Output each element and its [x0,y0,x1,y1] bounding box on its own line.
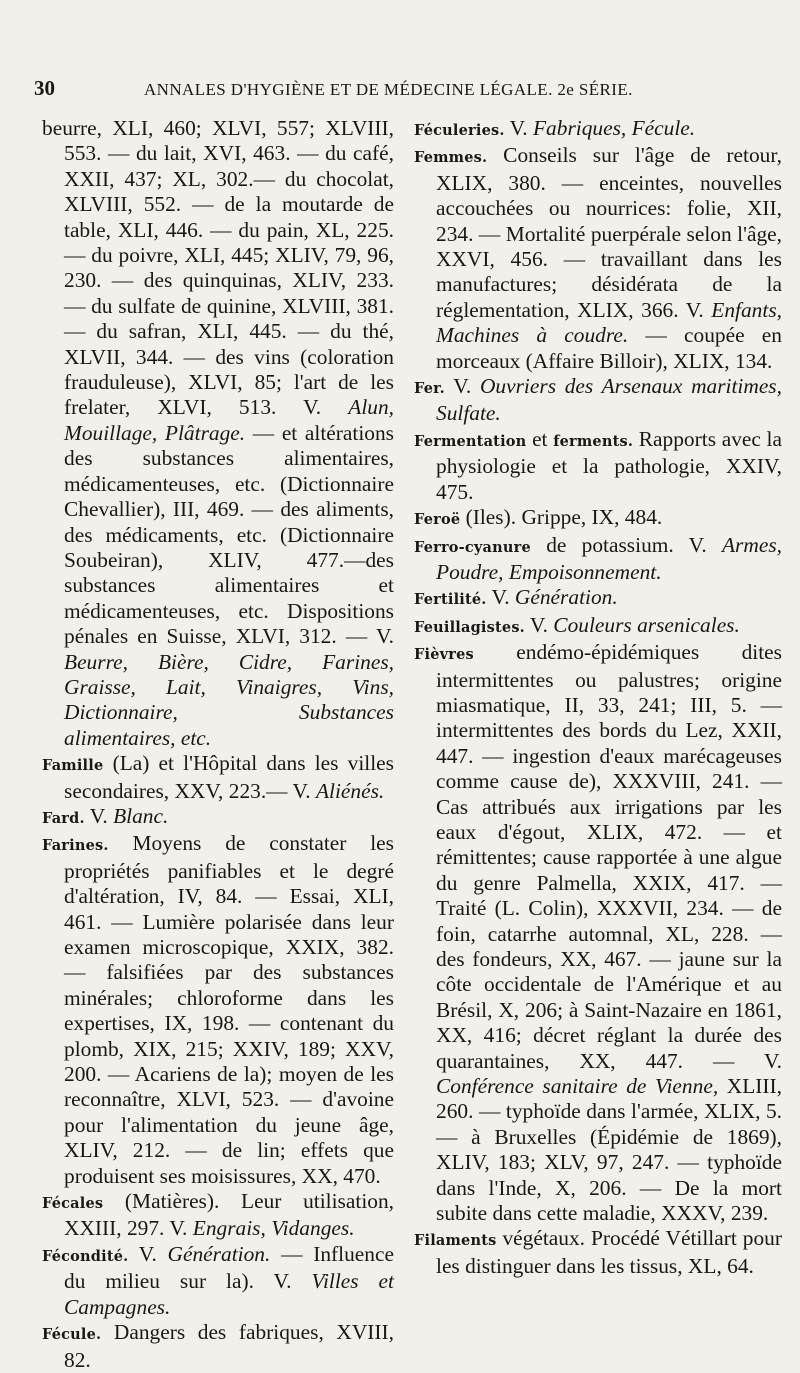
index-entry [42,751,394,804]
entry-text: végétaux. Procédé Vétillart pour les distinguer dans les tissus, XL, 64. [436,1226,782,1278]
entry-crossref: Armes, Poudre, Empoisonnement. [436,532,782,584]
entry-headword: Fermentation [414,432,527,450]
entry-text: Dangers des fabriques, XVIII, 82. [64,1320,394,1372]
index-entry [42,116,394,751]
index-entry [414,143,782,374]
entry-text: (Iles). Grippe, IX, 484. [460,505,663,530]
entry-text: V. [444,374,480,399]
entry-text: XLIII, 260. — typhoïde dans l'armée, XLIX, 5. — à Bruxelles (Épidémie de 1869), XLIV, 183; XLV, 97, 247. — typhoïde dans l'Inde, X, 206. — De la mort subite dans cette maladie, XXXV, 239. [436,1074,782,1226]
entry-headword: Farines. [42,837,109,855]
entry-headword: Filaments [414,1232,497,1250]
entry-text: V. [84,803,114,828]
entry-text: de potassium. V. [530,532,722,557]
entry-crossref: Alun, Mouillage, Plâtrage. [64,395,394,445]
entry-headword: Feuillagistes. [414,618,525,636]
entry-crossref: Fabriques, Fécule. [532,116,696,140]
page-header [34,76,720,106]
entry-crossref: Conférence sanitaire de Vienne, [436,1074,719,1099]
entry-text: V. [524,612,554,637]
entry-text: Rapports avec la physiologie et la pathologie, XXIV, 475. [436,426,782,504]
index-entry [414,374,782,427]
index-entry [42,831,394,1189]
entry-headword: Famille [42,757,104,775]
entry-headword: Fertilité. [414,591,487,609]
index-entry [414,505,782,532]
entry-text: beurre, XLI, 460; XLVI, 557; XLVIII, 553. — du lait, XVI, 463. — du café, XXII, 437; XL, 302.— du chocolat, XLVIII, 552. — de la moutarde de table, XLI, 446. — du pain, XL, 225. — du poivre, XLI, 445; XLIV, 79, 96, 230. — des quinquinas, XLIV, 233. — du sulfate de quinine, XLVIII, 381. — du safran, XLI, 445. — du thé, XLVII, 344. — des vins (coloration frauduleuse), XLVI, 85; l'art de les frelater, XLVI, 513. V. [42,116,394,420]
index-entry [42,1242,394,1320]
entry-headword: Ferro-cyanure [414,538,531,556]
entry-headword: Fard. [42,809,85,827]
entry-text: — Influence du milieu sur la). V. [64,1241,394,1294]
entry-text: Conseils sur l'âge de retour, XLIX, 380. — enceintes, nouvelles accouchées ou nourrices: folie, XII, 234. — Mortalité puerpérale selon l'âge, XXVI, 456. — travaillant dans les manufactures; désidérata de la réglementation, XLIX, 366. V. [436,143,782,322]
entry-headword: Fer. [414,380,445,398]
entry-text: (La) et l'Hôpital dans les villes secondaires, XXV, 223.— V. [64,751,394,803]
index-entry [414,613,782,640]
entry-text: V. [486,585,515,610]
entry-headword: ferments. [553,432,634,450]
running-head: ANNALES D'HYGIÈNE ET DE MÉDECINE LÉGALE. 2e SÉRIE. [144,80,633,99]
index-entry [42,1320,394,1373]
entry-text: Moyens de constater les propriétés panifiables et le degré d'altération, IV, 84. — Essai, XLI, 461. — Lumière polarisée dans leur examen microscopique, XXIX, 382. — falsifiées par des substances minérales; chloroforme dans les expertises, IX, 198. — contenant du plomb, XIX, 215; XXIV, 189; XXV, 200. — Acariens de la); moyen de les reconnaître, XLVI, 523. — d'avoine pour l'alimentation du jeune âge, XLIV, 212. — de lin; effets que produisent ses moisissures, XX, 470. [64,831,394,1188]
left-column [42,116,394,1373]
entry-headword: Fécales [42,1195,104,1213]
page-number: 30 [34,76,55,100]
index-entry [414,533,782,586]
entry-headword: Fécondité. [42,1247,129,1265]
entry-crossref: Blanc. [113,803,169,828]
entry-crossref: Aliénés. [315,778,385,803]
entry-crossref: Couleurs arsenicales. [553,612,740,637]
entry-text: — coupée en morceaux (Affaire Billoir), XLIX, 134. [436,323,782,373]
index-entry [414,640,782,1226]
entry-text: — et altérations des substances alimentaires, médicamenteuses, etc. (Dictionnaire Chevallier), III, 469. — des aliments, des médicaments, etc. (Dictionnaire Soubeiran), XLIV, 477.—des substances alimentaires et médicamenteuses, etc. Dispositions pénales en Suisse, XLVI, 312. — V. [64,420,394,649]
entry-crossref: Engrais, Vidanges. [192,1216,355,1241]
entry-crossref: Génération. [167,1241,271,1266]
entry-headword: Feroë [414,511,461,529]
index-entry [414,585,782,612]
entry-crossref: Génération. [514,585,618,610]
index-entry [42,1189,394,1242]
entry-crossref: Beurre, Bière, Cidre, Farines, Graisse, Lait, Vinaigres, Vins, Dictionnaire, Substances alimentaires, etc. [64,649,394,750]
entry-headword: Femmes. [414,149,488,167]
index-entry [414,427,782,505]
entry-headword: Fécule. [42,1326,102,1344]
entry-crossref: Enfants, Machines à coudre. [436,297,782,348]
entry-text: endémo-épidémiques dites intermittentes ou palustres; origine miasmatique, II, 33, 241; III, 5. — intermittentes des bords du Lez, XXII, 447. — ingestion d'eaux marécageuses comme cause de), XXXVIII, 241. — Cas attribués aux irrigations par les eaux d'égout, XLIX, 472. — et rémittentes; cause rapportée à une algue du genre Palmella, XXIX, 417. — Traité (L. Colin), XXXVII, 234. — de foin, catarrhe automnal, XL, 228. — des fondeurs, XX, 467. — jaune sur la côte occidentale de l'Amérique et au Brésil, X, 206; à Saint-Nazaire en 1861, XX, 416; décret réglant la durée des quarantaines, XX, 447. — V. [436,640,782,1073]
entry-text: et [526,426,554,451]
entry-text: V. [504,116,533,140]
entry-headword: Fièvres [414,646,474,664]
entry-crossref: Ouvriers des Arsenaux maritimes, Sulfate. [436,374,782,426]
right-column [414,116,782,1373]
index-entry [42,804,394,831]
entry-text: V. [128,1241,168,1266]
entry-headword: Féculeries. [414,122,505,139]
index-entry [414,1226,782,1279]
index-columns [42,116,786,1373]
entry-text: (Matières). Leur utilisation, XXIII, 297. V. [64,1189,394,1241]
index-entry [414,116,782,143]
entry-crossref: Villes et Campagnes. [64,1269,394,1319]
